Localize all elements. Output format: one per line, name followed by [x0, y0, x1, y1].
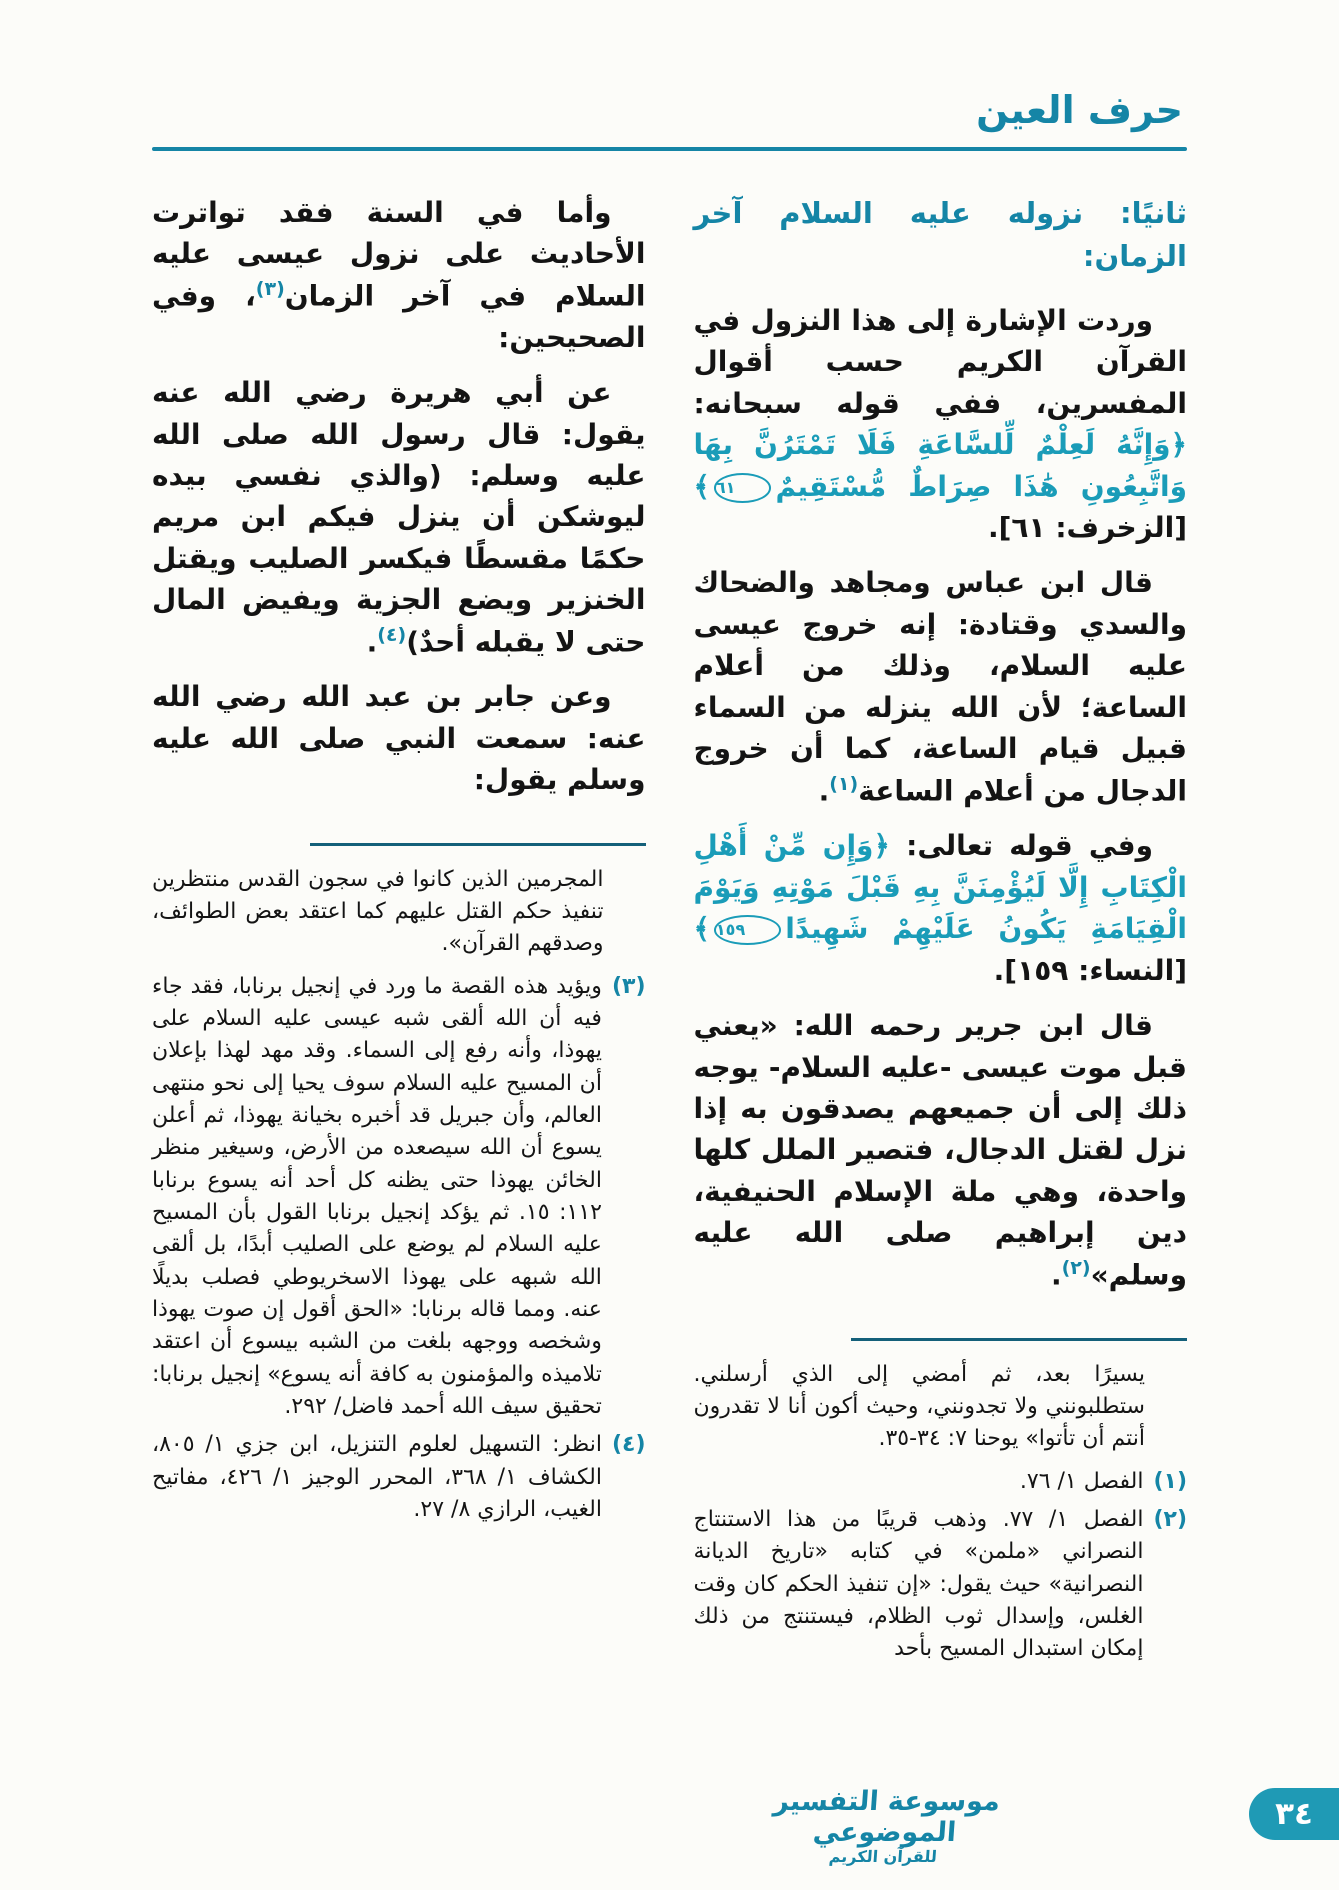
paragraph	[694, 300, 1188, 549]
paragraph	[152, 676, 646, 800]
footnote-text-block	[152, 864, 646, 1527]
footnote-body: الفصل ١/ ٧٧. وذهب قريبًا من هذا الاستنتاج النصراني «ملمن» في كتابه «تاريخ الديانة النصرانية» حيث يقول: «إن تنفيذ الحكم كان وقت الغلس، وإسدال ثوب الظلام، فيستنتج من ذلك إمكان استبدال المسيح بأحد	[693, 1506, 1144, 1662]
paragraph	[694, 825, 1188, 991]
two-column-layout	[152, 192, 1187, 1671]
footnote-marker: (١)	[829, 772, 859, 795]
paragraph	[152, 372, 646, 662]
footnote-continuation: يسيرًا بعد، ثم أمضي إلى الذي أرسلني. ستطلبونني ولا تجدونني، وحيث أكون أنا لا تقدرون أنتم أن تأتوا» يوحنا ٧: ٣٤-٣٥.	[693, 1361, 1145, 1452]
footnote-number: (١)	[1153, 1468, 1187, 1494]
footnote-number: (٢)	[1153, 1506, 1187, 1532]
footnote-body: انظر: التسهيل لعلوم التنزيل، ابن جزي ١/ ٨٠٥، الكشاف ١/ ٣٦٨، المحرر الوجيز ١/ ٤٢٦، مفاتيح الغيب، الرازي ٨/ ٢٧.	[152, 1432, 602, 1523]
quran-verse-close: ﴾	[693, 912, 710, 946]
main-text-right	[694, 192, 1188, 1310]
footnote-marker: (٢)	[1061, 1256, 1091, 1279]
footnote-marker: (٤)	[377, 623, 407, 646]
ayah-number-badge: ٦١	[714, 473, 772, 503]
body-text: .	[818, 773, 830, 807]
footnote-item	[694, 1504, 1188, 1666]
body-text: عن أبي هريرة رضي الله عنه يقول: قال رسول الله صلى الله عليه وسلم: (والذي نفسي بيده ليوشكن أن ينزل فيكم ابن مريم حكمًا مقسطًا فيكسر الصليب ويقتل الخنزير ويضع الجزية ويفيض المال حتى لا يقبله أحدٌ)	[152, 376, 646, 659]
paragraph	[694, 562, 1188, 811]
publisher-logo-line1: موسوعة التفسير الموضوعي	[772, 1786, 1002, 1849]
column-left	[152, 192, 646, 1671]
page-number: ٣٤	[1275, 1796, 1313, 1832]
paragraph	[152, 192, 646, 358]
chapter-header: حرف العين	[976, 88, 1183, 132]
body-text: .	[1050, 1258, 1062, 1292]
footnote-item	[152, 1429, 646, 1526]
body-text: قال ابن جرير رحمه الله: «يعني قبل موت عيسى -عليه السلام- يوجه ذلك إلى أن جميعهم يصدقون به إذا نزل لقتل الدجال، فتصير الملل كلها واحدة، وهي ملة الإسلام الحنيفية، دين إبراهيم صلى الله عليه وسلم»	[693, 1009, 1187, 1292]
main-text-left	[152, 192, 646, 815]
body-text: وأما في السنة فقد تواترت الأحاديث على نزول عيسى عليه السلام في آخر الزمان	[152, 196, 646, 313]
quran-verse: ﴿وَإِن مِّنْ أَهْلِ الْكِتَابِ إِلَّا لَيُؤْمِنَنَّ بِهِ قَبْلَ مَوْتِهِ وَيَوْمَ الْقِيَامَةِ يَكُونُ عَلَيْهِمْ شَهِيدًا	[693, 829, 1187, 946]
footnote-number: (٣)	[611, 973, 646, 999]
footnotes-right	[694, 1324, 1188, 1672]
footnote-separator	[310, 843, 646, 846]
footnote-item	[152, 971, 646, 1424]
footnote-body: الفصل ١/ ٧٦.	[1019, 1468, 1144, 1494]
body-text: وفي قوله تعالى:	[889, 829, 1153, 863]
body-text: قال ابن عباس ومجاهد والضحاك والسدي وقتادة: إنه خروج عيسى عليه السلام، وذلك من أعلام الساعة؛ لأن الله ينزله من السماء قبيل قيام الساعة، كما أن خروج الدجال من أعلام الساعة	[693, 566, 1187, 807]
column-right	[694, 192, 1188, 1671]
body-text: وردت الإشارة إلى هذا النزول في القرآن الكريم حسب أقوال المفسرين، ففي قوله سبحانه:	[693, 303, 1187, 420]
publisher-logo-line2: للقرآن الكريم	[828, 1847, 938, 1867]
body-text: ، وفي الصحيحين:	[152, 279, 646, 354]
page-number-badge	[1249, 1788, 1339, 1840]
section-heading: ثانيًا: نزوله عليه السلام آخر الزمان:	[693, 196, 1187, 273]
footnote-separator	[851, 1338, 1187, 1341]
footnote-body: ويؤيد هذه القصة ما ورد في إنجيل برنابا، فقد جاء فيه أن الله ألقى شبه عيسى عليه السلام على يهوذا، وأنه رفع إلى السماء. وقد مهد لهذا بإعلان أن المسيح عليه السلام سوف يحيا إلى نحو منتهى العالم، وأن جبريل قد أخبره بخيانة يهوذا، ثم أعلن يسوع أن الله سيصعده من الأرض، وسيغير منظر الخائن يهوذا حتى يظنه كل أحد أنه يسوع برنابا ١١٢: ١٥. ثم يؤكد إنجيل برنابا القول بأن المسيح عليه السلام لم يوضع على الصليب أبدًا، بل ألقى الله شبهه على يهوذا الاسخريوطي فصلب بديلًا عنه. ومما قاله برنابا: «الحق أقول إن صوت يهوذا وشخصه ووجهه بلغت من الشبه بيسوع أن اعتقد تلاميذه والمؤمنون به كافة أنه يسوع» إنجيل برنابا: تحقيق سيف الله أحمد فاضل/ ٢٩٢.	[152, 973, 602, 1420]
footnote-number: (٤)	[611, 1432, 646, 1458]
quran-verse: ﴿وَإِنَّهُ لَعِلْمٌ لِّلسَّاعَةِ فَلَا تَمْتَرُنَّ بِهَا وَاتَّبِعُونِ هَٰذَا صِرَاطٌ مُّسْتَقِيمٌ	[693, 428, 1187, 503]
verse-reference: [الزخرف: ٦١].	[987, 511, 1187, 544]
paragraph	[694, 1005, 1188, 1295]
verse-reference: [النساء: ١٥٩].	[993, 953, 1187, 987]
header-rule	[152, 147, 1187, 151]
footnote-marker: (٣)	[255, 277, 285, 300]
footnote-text-block	[694, 1359, 1188, 1666]
footnote-item	[694, 1466, 1188, 1498]
footnotes-left	[152, 829, 646, 1533]
body-text: وعن جابر بن عبد الله رضي الله عنه: سمعت النبي صلى الله عليه وسلم يقول:	[152, 680, 646, 797]
publisher-logo	[767, 1786, 1003, 1866]
ayah-number-badge: ١٥٩	[714, 915, 781, 945]
body-text: .	[366, 625, 378, 659]
footnote-continuation: المجرمين الذين كانوا في سجون القدس منتظرين تنفيذ حكم القتل عليهم كما اعتقد بعض الطوائف، وصدقهم القرآن».	[152, 866, 604, 957]
quran-verse-close: ﴾	[693, 469, 710, 503]
